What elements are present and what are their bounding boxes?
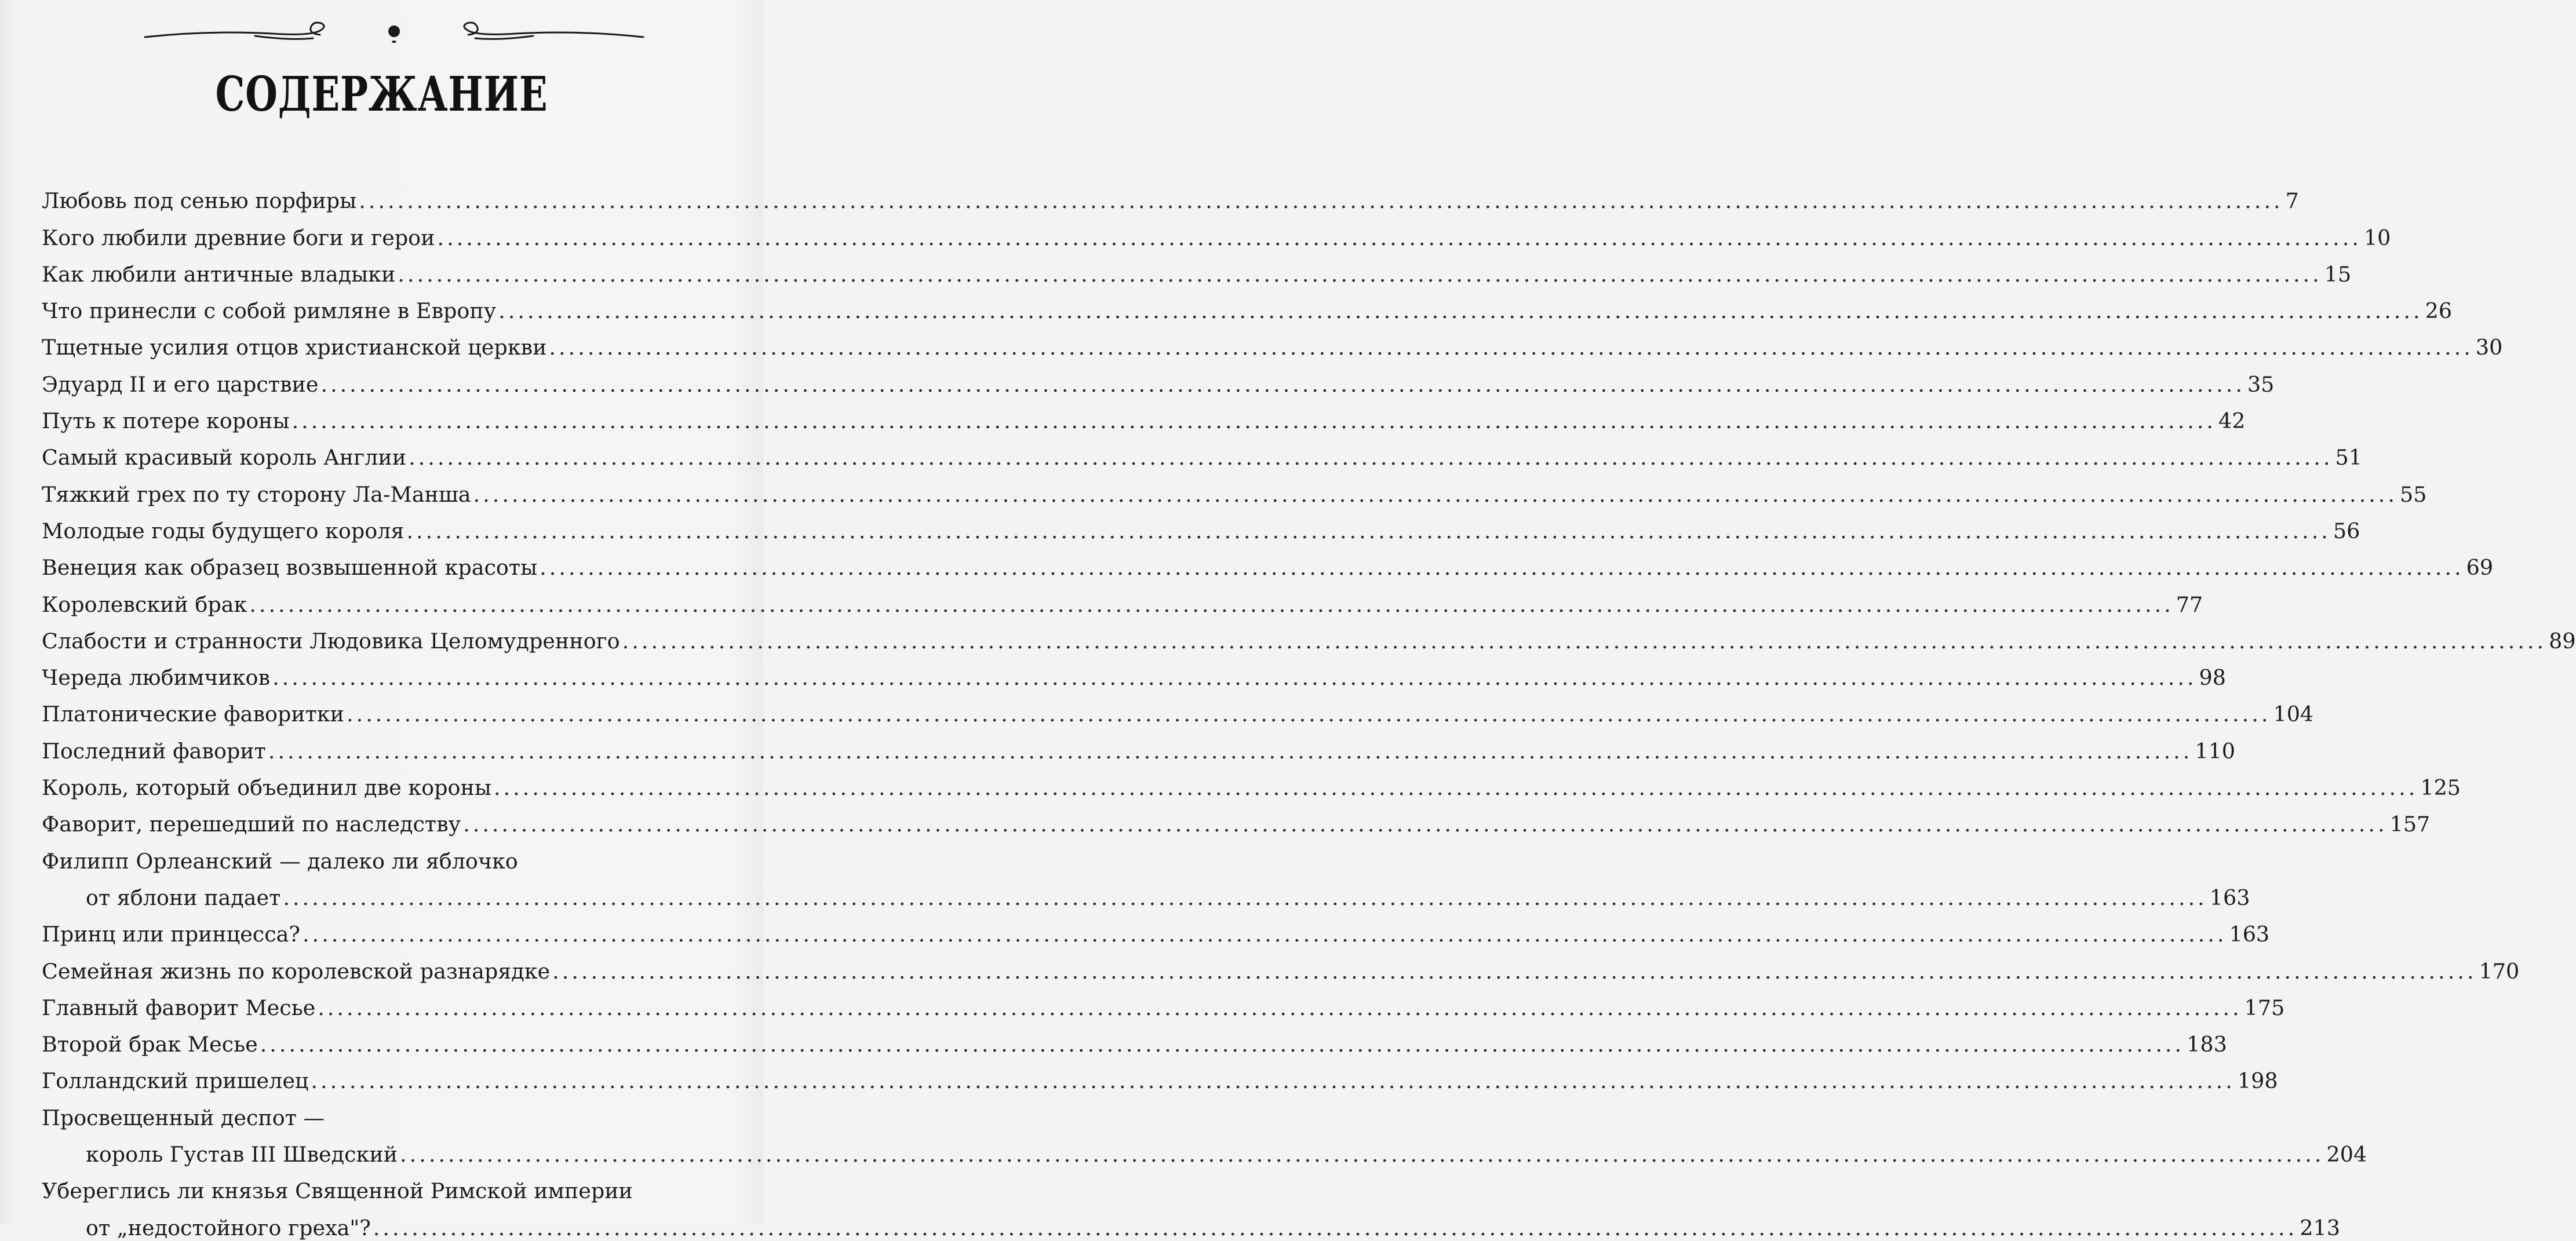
toc-dot-leader: ........................................................................................................................................................................................................ [260, 1032, 2185, 1057]
toc-entry [42, 360, 2275, 397]
toc-entry-title: Череда любимчиков [42, 665, 271, 691]
toc-entry-title: Королевский брак [42, 592, 247, 617]
toc-entry [42, 1167, 735, 1204]
toc-entry [42, 1094, 735, 1130]
toc-entry [42, 764, 2461, 801]
toc-entry [42, 177, 2299, 214]
toc-entry-title: Любовь под сенью порфиры [42, 188, 357, 214]
toc-entry-title: Филипп Орлеанский — далеко ли яблочко [42, 848, 518, 874]
toc-dot-leader: ........................................................................................................................................................................................................ [347, 702, 2271, 727]
toc-entry [42, 434, 2362, 470]
toc-page-number: 183 [2187, 1032, 2227, 1057]
toc-entry-title: Семейная жизнь по королевской разнарядке [42, 958, 551, 984]
toc-entry [42, 1057, 2278, 1094]
toc-entry [42, 984, 2285, 1021]
toc-dot-leader: ........................................................................................................................................................................................................ [272, 665, 2197, 691]
toc-dot-leader: ........................................................................................................................................................................................................ [398, 261, 2322, 287]
toc-page-number: 30 [2475, 335, 2503, 360]
toc-entry [42, 911, 2270, 947]
toc-page-number: 42 [2218, 408, 2246, 434]
toc-entry [42, 324, 2503, 360]
toc-entry [42, 1131, 2367, 1167]
toc-page-number: 157 [2389, 812, 2431, 837]
toc-dot-leader: ........................................................................................................................................................................................................ [400, 1142, 2324, 1167]
toc-entry [42, 251, 2352, 287]
toc-page-number: 77 [2176, 592, 2203, 617]
toc-entry-title: Что принесли с собой римляне в Европу [42, 298, 497, 324]
toc-entry-title: Король, который объединил две короны [42, 775, 491, 801]
toc-page-number: 125 [2420, 775, 2461, 801]
toc-page-number: 89 [2549, 628, 2576, 654]
toc-entry-title: Платонические фаворитки [42, 702, 344, 727]
toc-entry-title: Голландский пришелец [42, 1068, 309, 1094]
toc-dot-leader: ........................................................................................................................................................................................................ [498, 298, 2423, 324]
page-title: СОДЕРЖАНИЕ [215, 67, 548, 122]
toc-entry [42, 654, 2226, 691]
toc-entry-title: Второй брак Месье [42, 1032, 258, 1057]
toc-dot-leader: ........................................................................................................................................................................................................ [552, 958, 2477, 984]
toc-entry [42, 1021, 2227, 1057]
toc-dot-leader: ........................................................................................................................................................................................................ [622, 628, 2547, 654]
toc-entry-title: Главный фаворит Месье [42, 995, 316, 1020]
toc-page-number: 204 [2326, 1142, 2367, 1167]
toc-page-number: 10 [2363, 225, 2391, 250]
toc-entry-title: Слабости и странности Людовика Целомудренного [42, 628, 620, 654]
toc-dot-leader: ........................................................................................................................................................................................................ [303, 922, 2227, 947]
table-of-contents [42, 177, 2576, 1241]
toc-page-number: 69 [2466, 555, 2494, 581]
toc-dot-leader: ........................................................................................................................................................................................................ [249, 592, 2174, 617]
toc-entry [42, 287, 2453, 324]
toc-dot-leader: ........................................................................................................................................................................................................ [320, 371, 2245, 397]
toc-page-number: 26 [2425, 298, 2453, 324]
toc-entry-title: от яблони падает [86, 885, 281, 910]
toc-entry-title: Фаворит, перешедший по наследству [42, 812, 461, 837]
toc-entry-title: король Густав III Шведский [86, 1142, 398, 1167]
toc-dot-leader: ........................................................................................................................................................................................................ [409, 445, 2333, 470]
toc-page-number: 175 [2244, 995, 2285, 1020]
toc-entry [42, 508, 2360, 544]
toc-entry [42, 691, 2314, 727]
toc-dot-leader: ........................................................................................................................................................................................................ [493, 775, 2418, 801]
toc-page-number: 15 [2324, 261, 2352, 287]
toc-page-number: 198 [2237, 1068, 2278, 1094]
toc-page-number: 163 [2209, 885, 2250, 910]
toc-page-number: 110 [2195, 738, 2235, 764]
toc-dot-leader: ........................................................................................................................................................................................................ [359, 188, 2283, 214]
toc-entry-title: Молодые годы будущего короля [42, 518, 405, 543]
toc-page-number: 170 [2479, 958, 2520, 984]
toc-entry [42, 727, 2235, 764]
flourish-divider-icon [139, 16, 649, 51]
toc-dot-leader: ........................................................................................................................................................................................................ [311, 1068, 2235, 1094]
toc-entry-title: Венеция как образец возвышенной красоты [42, 555, 538, 581]
toc-entry [42, 1204, 2340, 1240]
toc-page-number: 56 [2333, 518, 2360, 543]
toc-entry [42, 581, 2203, 617]
toc-page-number: 55 [2400, 481, 2427, 507]
toc-dot-leader: ........................................................................................................................................................................................................ [549, 335, 2473, 360]
toc-entry-title: от „недостойного греха"? [86, 1215, 371, 1240]
toc-dot-leader: ........................................................................................................................................................................................................ [318, 995, 2242, 1020]
toc-dot-leader: ........................................................................................................................................................................................................ [283, 885, 2207, 910]
toc-dot-leader: ........................................................................................................................................................................................................ [373, 1215, 2298, 1240]
toc-entry-title: Тщетные усилия отцов христианской церкви [42, 335, 547, 360]
toc-dot-leader: ........................................................................................................................................................................................................ [540, 555, 2464, 581]
toc-page-number: 35 [2247, 371, 2275, 397]
toc-entry [42, 618, 2576, 654]
toc-entry [42, 470, 2427, 507]
toc-entry [42, 837, 735, 874]
toc-entry [42, 214, 2391, 250]
toc-dot-leader: ........................................................................................................................................................................................................ [406, 518, 2331, 543]
toc-page-number: 98 [2199, 665, 2226, 691]
toc-entry-title: Принц или принцесса? [42, 922, 301, 947]
toc-page-number: 104 [2273, 702, 2314, 727]
toc-entry-title: Последний фаворит [42, 738, 266, 764]
toc-entry [42, 947, 2520, 984]
toc-dot-leader: ........................................................................................................................................................................................................ [473, 481, 2398, 507]
toc-page-number: 163 [2229, 922, 2270, 947]
toc-entry [42, 874, 2250, 911]
toc-entry-title: Самый красивый король Англии [42, 445, 407, 470]
toc-entry-title: Как любили античные владыки [42, 261, 396, 287]
toc-page-number: 213 [2300, 1215, 2340, 1240]
toc-entry [42, 397, 2246, 434]
toc-entry [42, 801, 2431, 837]
toc-dot-leader: ........................................................................................................................................................................................................ [463, 812, 2388, 837]
toc-entry-title: Кого любили древние боги и герои [42, 225, 435, 250]
toc-entry-title: Эдуард II и его царствие [42, 371, 319, 397]
toc-dot-leader: ........................................................................................................................................................................................................ [437, 225, 2362, 250]
toc-entry-title: Тяжкий грех по ту сторону Ла-Манша [42, 481, 471, 507]
toc-entry-title: Убереглись ли князья Священной Римской империи [42, 1178, 633, 1204]
toc-dot-leader: ........................................................................................................................................................................................................ [268, 738, 2193, 764]
toc-entry-title: Путь к потере короны [42, 408, 290, 434]
toc-page-number: 51 [2335, 445, 2362, 470]
toc-entry-title: Просвещенный деспот — [42, 1105, 325, 1130]
toc-entry [42, 544, 2494, 581]
toc-dot-leader: ........................................................................................................................................................................................................ [292, 408, 2217, 434]
toc-page-number: 7 [2285, 188, 2299, 214]
